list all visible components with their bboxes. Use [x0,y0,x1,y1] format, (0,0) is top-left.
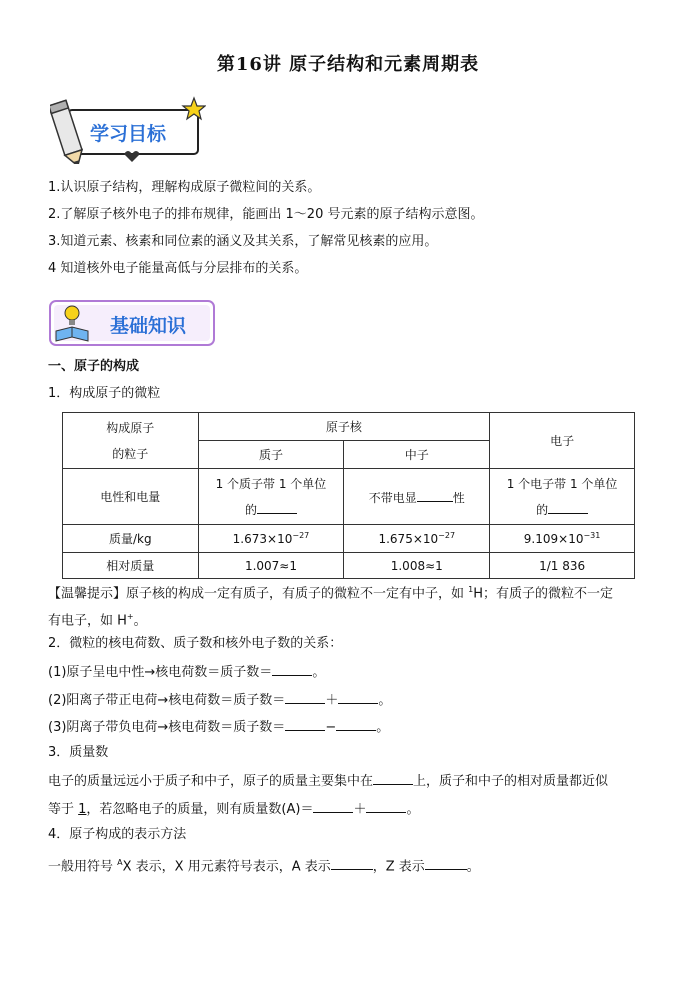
relation-2-op: ＋ [325,693,339,708]
header-nucleus: 原子核 [198,413,490,441]
blank-rel2-b[interactable] [338,690,378,704]
mass-text-b: 上，质子和中子的相对质量都近似 [413,774,609,789]
relation-3-text: (3)阴离子带负电荷→核电荷数＝质子数＝ [48,720,286,735]
mass-line-1 [48,771,656,791]
cell-neutron-mass [344,525,490,553]
relation-3-end: 。 [376,720,390,735]
repr-text-d: 。 [466,859,480,875]
header-particle-line1: 构成原子 [106,420,155,435]
mass-text-c: 等于 [48,802,79,817]
repr-symbol: X [122,859,132,875]
header-particle [63,413,199,469]
cell-electron-relmass: 1/1 836 [490,553,635,579]
mass-op: ＋ [353,802,367,817]
blank-repr-z[interactable] [425,856,467,870]
goal-item-1: 1.认识原子结构，理解构成原子微粒间的关系。 [48,180,321,195]
mass-one: 1 [78,802,87,817]
sub-heading-3: 3．质量数 [48,745,109,760]
neutron-mass-base: 1.675×10 [378,532,439,546]
relation-1-text: (1)原子呈电中性→核电荷数＝质子数＝ [48,665,273,680]
header-proton: 质子 [198,441,344,469]
header-neutron: 中子 [344,441,490,469]
cell-neutron-relmass: 1.008≈1 [344,553,490,579]
neutron-charge-text-a: 不带电显 [368,490,417,505]
blank-electron-charge[interactable] [548,500,588,514]
tip-line-1 [48,581,656,603]
relation-2 [48,690,656,710]
representation-line [48,854,656,876]
neutron-mass-exp: −27 [438,531,456,540]
goal-item-2: 2.了解原子核外电子的排布规律，能画出 1～20 号元素的原子结构示意图。 [48,207,484,222]
tip-text-d: 。 [133,613,147,629]
blank-mass-b[interactable] [366,799,406,813]
learning-goals-banner [50,96,206,164]
blank-mass-center[interactable] [373,771,413,785]
tip-sup-1: 1 [468,585,474,594]
blank-mass-a[interactable] [313,799,353,813]
proton-charge-text: 的 [244,502,257,517]
goal-item-4: 4 知道核外电子能量高低与分层排布的关系。 [48,261,308,276]
banner-basics-label: 基础知识 [110,315,187,337]
relation-2-end: 。 [378,693,392,708]
cell-neutron-charge [344,469,490,525]
relation-2-text: (2)阳离子带正电荷→核电荷数＝质子数＝ [48,693,286,708]
page-title: 第16讲 原子结构和元素周期表 [216,54,480,75]
section-heading-1: 一、原子的构成 [48,359,140,374]
particle-table [62,412,635,579]
goal-item-3: 3.知道元素、核素和同位素的涵义及其关系，了解常见核素的应用。 [48,234,438,249]
mass-line-2 [48,799,656,819]
electron-mass-exp: −31 [583,531,601,540]
electron-charge-line1: 1 个电子带 1 个单位 [506,476,618,491]
header-particle-line2: 的粒子 [112,446,149,461]
cell-electron-charge [490,469,635,525]
electron-mass-base: 9.109×10 [523,532,584,546]
blank-rel2-a[interactable] [285,690,325,704]
repr-text-b: 表示，X 用元素符号表示，A 表示 [131,859,331,875]
blank-rel3-a[interactable] [285,717,325,731]
cell-proton-relmass: 1.007≈1 [198,553,344,579]
header-electron: 电子 [490,413,635,469]
tip-line-2 [48,608,656,630]
repr-text-a: 一般用符号 [48,859,118,875]
relation-3 [48,717,656,737]
tip-text-b: H；有质子的微粒不一定 [473,586,614,602]
row-mass-label: 质量/kg [63,525,199,553]
relation-1 [48,662,656,682]
neutron-charge-text-b: 性 [452,490,465,505]
relation-1-end: 。 [312,665,326,680]
electron-charge-text: 的 [536,502,549,517]
tip-sup-2: + [126,612,134,621]
mass-text-a: 电子的质量远远小于质子和中子，原子的质量主要集中在 [48,774,374,789]
cell-proton-mass [198,525,344,553]
blank-rel3-b[interactable] [336,717,376,731]
tip-text-c: 有电子，如 H [48,613,127,629]
sub-heading-4: 4．原子构成的表示方法 [48,827,187,842]
mass-end: 。 [406,802,420,817]
proton-mass-exp: −27 [292,531,310,540]
repr-text-c: ，Z 表示 [372,859,425,875]
row-relmass-label: 相对质量 [63,553,199,579]
row-charge-label: 电性和电量 [63,469,199,525]
proton-mass-base: 1.673×10 [232,532,293,546]
banner-goals-label: 学习目标 [90,123,167,145]
cell-proton-charge [198,469,344,525]
blank-repr-a[interactable] [331,856,373,870]
proton-charge-line1: 1 个质子带 1 个单位 [215,476,327,491]
blank-rel1[interactable] [272,662,312,676]
sub-heading-2: 2．微粒的核电荷数、质子数和核外电子数的关系： [48,636,343,651]
tip-text-a: 【温馨提示】原子核的构成一定有质子，有质子的微粒不一定有中子，如 [48,586,469,602]
repr-sup: A [117,858,123,867]
blank-proton-charge[interactable] [257,500,297,514]
basic-knowledge-banner [48,295,218,351]
cell-electron-mass [490,525,635,553]
electron-charge-line2 [492,497,632,523]
sub-heading-1: 1．构成原子的微粒 [48,386,161,401]
proton-charge-line2 [201,497,342,523]
mass-text-d: ，若忽略电子的质量，则有质量数(A)＝ [86,802,314,817]
relation-3-op: − [325,720,337,735]
blank-neutron-charge[interactable] [417,488,453,502]
